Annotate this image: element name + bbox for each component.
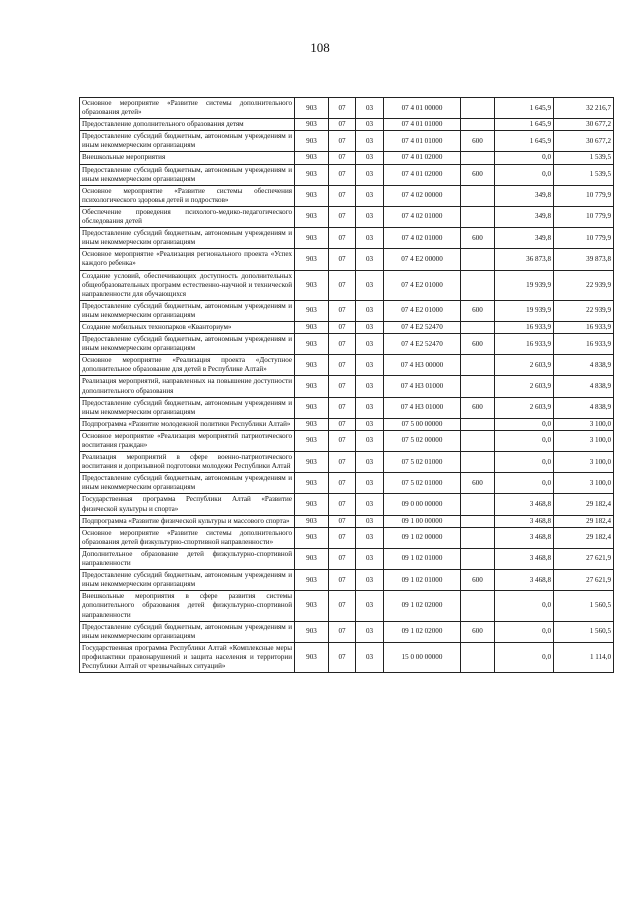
cell-section: 07 — [329, 119, 356, 131]
cell-section: 07 — [329, 397, 356, 418]
cell-amount-year1: 19 939,9 — [495, 270, 554, 300]
cell-expense-type — [461, 98, 495, 119]
cell-expense-type: 600 — [461, 164, 495, 185]
budget-table — [79, 97, 614, 673]
cell-subsection: 03 — [356, 131, 384, 152]
cell-section: 07 — [329, 621, 356, 642]
cell-section: 07 — [329, 300, 356, 321]
cell-target-article: 07 4 E2 00000 — [384, 249, 461, 270]
row-name: Реализация мероприятий, направленных на повышение доступности дополнительного образования — [80, 376, 295, 397]
cell-amount-year1: 1 645,9 — [495, 98, 554, 119]
cell-subsection: 03 — [356, 376, 384, 397]
cell-subsection: 03 — [356, 430, 384, 451]
cell-grbs: 903 — [295, 334, 329, 355]
cell-section: 07 — [329, 321, 356, 333]
table-row — [80, 355, 614, 376]
row-name: Основное мероприятие «Развитие системы обеспечения психологического здоровья детей и подростков» — [80, 185, 295, 206]
cell-grbs: 903 — [295, 376, 329, 397]
cell-target-article: 07 5 02 00000 — [384, 430, 461, 451]
table-body — [80, 98, 614, 673]
cell-section: 07 — [329, 527, 356, 548]
cell-amount-year2: 1 114,0 — [554, 642, 614, 672]
cell-amount-year2: 10 779,9 — [554, 228, 614, 249]
cell-grbs: 903 — [295, 206, 329, 227]
row-name: Предоставление субсидий бюджетным, автономным учреждениям и иным некоммерческим организациям — [80, 473, 295, 494]
table-row — [80, 397, 614, 418]
cell-grbs: 903 — [295, 515, 329, 527]
cell-expense-type — [461, 376, 495, 397]
cell-grbs: 903 — [295, 527, 329, 548]
cell-grbs: 903 — [295, 548, 329, 569]
cell-expense-type — [461, 591, 495, 621]
cell-grbs: 903 — [295, 621, 329, 642]
cell-grbs: 903 — [295, 300, 329, 321]
cell-amount-year2: 27 621,9 — [554, 570, 614, 591]
cell-subsection: 03 — [356, 418, 384, 430]
row-name: Внешкольные мероприятия — [80, 152, 295, 164]
cell-amount-year2: 1 539,5 — [554, 164, 614, 185]
cell-target-article: 07 5 02 01000 — [384, 452, 461, 473]
cell-amount-year2: 4 838,9 — [554, 355, 614, 376]
cell-subsection: 03 — [356, 206, 384, 227]
cell-expense-type — [461, 152, 495, 164]
table-row — [80, 119, 614, 131]
cell-section: 07 — [329, 206, 356, 227]
cell-amount-year2: 32 216,7 — [554, 98, 614, 119]
cell-subsection: 03 — [356, 494, 384, 515]
cell-target-article: 07 4 02 01000 — [384, 206, 461, 227]
cell-subsection: 03 — [356, 185, 384, 206]
table-row — [80, 494, 614, 515]
cell-section: 07 — [329, 249, 356, 270]
cell-amount-year1: 0,0 — [495, 430, 554, 451]
table-row — [80, 270, 614, 300]
cell-subsection: 03 — [356, 548, 384, 569]
cell-section: 07 — [329, 270, 356, 300]
table-row — [80, 185, 614, 206]
cell-amount-year1: 0,0 — [495, 164, 554, 185]
cell-amount-year1: 3 468,8 — [495, 527, 554, 548]
cell-amount-year2: 3 100,0 — [554, 473, 614, 494]
cell-amount-year1: 3 468,8 — [495, 548, 554, 569]
cell-amount-year1: 16 933,9 — [495, 334, 554, 355]
cell-grbs: 903 — [295, 494, 329, 515]
cell-amount-year2: 4 838,9 — [554, 397, 614, 418]
cell-expense-type: 600 — [461, 131, 495, 152]
table-row — [80, 591, 614, 621]
table-row — [80, 321, 614, 333]
row-name: Основное мероприятие «Развитие системы дополнительного образования детей» — [80, 98, 295, 119]
table-row — [80, 249, 614, 270]
cell-target-article: 07 4 Н3 01000 — [384, 376, 461, 397]
cell-amount-year1: 2 603,9 — [495, 355, 554, 376]
cell-subsection: 03 — [356, 527, 384, 548]
row-name: Предоставление субсидий бюджетным, автономным учреждениям и иным некоммерческим организациям — [80, 397, 295, 418]
cell-target-article: 07 4 02 01000 — [384, 228, 461, 249]
cell-grbs: 903 — [295, 452, 329, 473]
cell-grbs: 903 — [295, 164, 329, 185]
cell-amount-year1: 349,8 — [495, 185, 554, 206]
cell-amount-year1: 349,8 — [495, 206, 554, 227]
cell-expense-type — [461, 321, 495, 333]
cell-section: 07 — [329, 452, 356, 473]
cell-target-article: 07 4 01 02000 — [384, 152, 461, 164]
cell-grbs: 903 — [295, 249, 329, 270]
cell-expense-type — [461, 494, 495, 515]
cell-section: 07 — [329, 548, 356, 569]
cell-target-article: 09 0 00 00000 — [384, 494, 461, 515]
cell-amount-year2: 27 621,9 — [554, 548, 614, 569]
table-row — [80, 527, 614, 548]
cell-amount-year1: 3 468,8 — [495, 494, 554, 515]
table-row — [80, 376, 614, 397]
cell-expense-type — [461, 270, 495, 300]
cell-grbs: 903 — [295, 98, 329, 119]
cell-section: 07 — [329, 355, 356, 376]
cell-expense-type: 600 — [461, 570, 495, 591]
table-row — [80, 228, 614, 249]
cell-target-article: 07 4 01 00000 — [384, 98, 461, 119]
cell-target-article: 07 4 01 02000 — [384, 164, 461, 185]
cell-subsection: 03 — [356, 228, 384, 249]
table-row — [80, 621, 614, 642]
row-name: Предоставление субсидий бюджетным, автономным учреждениям и иным некоммерческим организациям — [80, 334, 295, 355]
cell-expense-type — [461, 119, 495, 131]
row-name: Создание мобильных технопарков «Кванториум» — [80, 321, 295, 333]
cell-expense-type: 600 — [461, 300, 495, 321]
cell-target-article: 07 5 02 01000 — [384, 473, 461, 494]
cell-amount-year1: 36 873,8 — [495, 249, 554, 270]
cell-amount-year2: 1 539,5 — [554, 152, 614, 164]
cell-section: 07 — [329, 152, 356, 164]
cell-subsection: 03 — [356, 397, 384, 418]
row-name: Предоставление субсидий бюджетным, автономным учреждениям и иным некоммерческим организациям — [80, 300, 295, 321]
cell-grbs: 903 — [295, 430, 329, 451]
row-name: Предоставление субсидий бюджетным, автономным учреждениям и иным некоммерческим организациям — [80, 621, 295, 642]
cell-amount-year2: 29 182,4 — [554, 515, 614, 527]
cell-grbs: 903 — [295, 591, 329, 621]
cell-amount-year2: 29 182,4 — [554, 494, 614, 515]
cell-amount-year1: 0,0 — [495, 152, 554, 164]
cell-amount-year2: 30 677,2 — [554, 119, 614, 131]
row-name: Предоставление субсидий бюджетным, автономным учреждениям и иным некоммерческим организациям — [80, 164, 295, 185]
cell-expense-type — [461, 642, 495, 672]
cell-grbs: 903 — [295, 473, 329, 494]
row-name: Создание условий, обеспечивающих доступность дополнительных общеобразовательных программ естественно-научной и технической направленности для обучающихся — [80, 270, 295, 300]
row-name: Основное мероприятие «Реализация проекта «Доступное дополнительное образование для детей в Республике Алтай» — [80, 355, 295, 376]
table-row — [80, 131, 614, 152]
cell-expense-type — [461, 249, 495, 270]
cell-amount-year2: 1 560,5 — [554, 591, 614, 621]
table-row — [80, 418, 614, 430]
cell-section: 07 — [329, 131, 356, 152]
cell-target-article: 09 1 02 02000 — [384, 621, 461, 642]
cell-grbs: 903 — [295, 119, 329, 131]
row-name: Предоставление субсидий бюджетным, автономным учреждениям и иным некоммерческим организациям — [80, 131, 295, 152]
cell-amount-year1: 3 468,8 — [495, 570, 554, 591]
cell-amount-year1: 0,0 — [495, 473, 554, 494]
row-name: Основное мероприятие «Реализация регионального проекта «Успех каждого ребенка» — [80, 249, 295, 270]
cell-target-article: 07 4 E2 01000 — [384, 300, 461, 321]
cell-grbs: 903 — [295, 131, 329, 152]
table-row — [80, 300, 614, 321]
cell-expense-type — [461, 515, 495, 527]
table-row — [80, 98, 614, 119]
row-name: Внешкольные мероприятия в сфере развития системы дополнительного образования детей физкультурно-спортивной направленности — [80, 591, 295, 621]
table-row — [80, 548, 614, 569]
cell-subsection: 03 — [356, 515, 384, 527]
cell-target-article: 07 4 01 01000 — [384, 131, 461, 152]
cell-amount-year1: 3 468,8 — [495, 515, 554, 527]
cell-grbs: 903 — [295, 355, 329, 376]
row-name: Реализация мероприятий в сфере военно-патриотического воспитания и допризывной подготовки молодежи Республики Алтай — [80, 452, 295, 473]
cell-expense-type — [461, 355, 495, 376]
row-name: Основное мероприятие «Развитие системы дополнительного образования детей физкультурно-спортивной направленности» — [80, 527, 295, 548]
cell-target-article: 07 4 02 00000 — [384, 185, 461, 206]
cell-amount-year2: 10 779,9 — [554, 185, 614, 206]
cell-amount-year2: 10 779,9 — [554, 206, 614, 227]
cell-section: 07 — [329, 228, 356, 249]
cell-amount-year2: 16 933,9 — [554, 321, 614, 333]
cell-amount-year1: 0,0 — [495, 621, 554, 642]
cell-target-article: 09 1 02 02000 — [384, 591, 461, 621]
cell-section: 07 — [329, 591, 356, 621]
row-name: Подпрограмма «Развитие физической культуры и массового спорта» — [80, 515, 295, 527]
cell-expense-type: 600 — [461, 621, 495, 642]
cell-expense-type — [461, 452, 495, 473]
cell-target-article: 07 4 Н3 01000 — [384, 397, 461, 418]
table-row — [80, 515, 614, 527]
cell-section: 07 — [329, 473, 356, 494]
cell-expense-type: 600 — [461, 228, 495, 249]
cell-subsection: 03 — [356, 473, 384, 494]
cell-section: 07 — [329, 98, 356, 119]
row-name: Государственная программа Республики Алтай «Комплексные меры профилактики правонарушений и защита населения и территории Республики Алтай от чрезвычайных ситуаций» — [80, 642, 295, 672]
cell-subsection: 03 — [356, 621, 384, 642]
table-row — [80, 473, 614, 494]
cell-subsection: 03 — [356, 321, 384, 333]
cell-subsection: 03 — [356, 570, 384, 591]
cell-expense-type — [461, 418, 495, 430]
cell-subsection: 03 — [356, 164, 384, 185]
cell-grbs: 903 — [295, 642, 329, 672]
cell-amount-year1: 2 603,9 — [495, 376, 554, 397]
cell-section: 07 — [329, 418, 356, 430]
page-number: 108 — [310, 40, 330, 55]
cell-subsection: 03 — [356, 642, 384, 672]
cell-expense-type — [461, 430, 495, 451]
cell-grbs: 903 — [295, 570, 329, 591]
cell-target-article: 07 4 E2 52470 — [384, 334, 461, 355]
cell-grbs: 903 — [295, 270, 329, 300]
cell-amount-year1: 0,0 — [495, 642, 554, 672]
cell-section: 07 — [329, 430, 356, 451]
cell-grbs: 903 — [295, 152, 329, 164]
cell-amount-year1: 349,8 — [495, 228, 554, 249]
cell-amount-year2: 39 873,8 — [554, 249, 614, 270]
cell-amount-year1: 0,0 — [495, 452, 554, 473]
cell-expense-type: 600 — [461, 473, 495, 494]
cell-section: 07 — [329, 164, 356, 185]
cell-subsection: 03 — [356, 270, 384, 300]
cell-amount-year1: 19 939,9 — [495, 300, 554, 321]
row-name: Предоставление субсидий бюджетным, автономным учреждениям и иным некоммерческим организациям — [80, 570, 295, 591]
cell-subsection: 03 — [356, 591, 384, 621]
row-name: Предоставление субсидий бюджетным, автономным учреждениям и иным некоммерческим организациям — [80, 228, 295, 249]
cell-section: 07 — [329, 376, 356, 397]
cell-amount-year1: 1 645,9 — [495, 119, 554, 131]
table-row — [80, 152, 614, 164]
cell-amount-year2: 3 100,0 — [554, 430, 614, 451]
cell-amount-year1: 0,0 — [495, 591, 554, 621]
cell-target-article: 15 0 00 00000 — [384, 642, 461, 672]
cell-amount-year2: 22 939,9 — [554, 270, 614, 300]
table-row — [80, 430, 614, 451]
cell-subsection: 03 — [356, 452, 384, 473]
cell-expense-type: 600 — [461, 397, 495, 418]
cell-amount-year1: 0,0 — [495, 418, 554, 430]
cell-section: 07 — [329, 185, 356, 206]
cell-amount-year2: 3 100,0 — [554, 452, 614, 473]
cell-target-article: 09 1 02 00000 — [384, 527, 461, 548]
cell-grbs: 903 — [295, 321, 329, 333]
cell-amount-year2: 4 838,9 — [554, 376, 614, 397]
cell-section: 07 — [329, 494, 356, 515]
cell-expense-type — [461, 527, 495, 548]
cell-amount-year2: 1 560,5 — [554, 621, 614, 642]
row-name: Подпрограмма «Развитие молодежной политики Республики Алтай» — [80, 418, 295, 430]
cell-target-article: 09 1 00 00000 — [384, 515, 461, 527]
table-row — [80, 334, 614, 355]
cell-amount-year2: 22 939,9 — [554, 300, 614, 321]
cell-target-article: 07 4 E2 01000 — [384, 270, 461, 300]
row-name: Государственная программа Республики Алтай «Развитие физической культуры и спорта» — [80, 494, 295, 515]
cell-subsection: 03 — [356, 98, 384, 119]
cell-subsection: 03 — [356, 249, 384, 270]
cell-subsection: 03 — [356, 152, 384, 164]
table-row — [80, 164, 614, 185]
cell-amount-year1: 16 933,9 — [495, 321, 554, 333]
table-row — [80, 570, 614, 591]
cell-section: 07 — [329, 515, 356, 527]
cell-amount-year2: 3 100,0 — [554, 418, 614, 430]
cell-section: 07 — [329, 334, 356, 355]
cell-target-article: 09 1 02 01000 — [384, 548, 461, 569]
table-row — [80, 642, 614, 672]
row-name: Предоставление дополнительного образования детям — [80, 119, 295, 131]
row-name: Основное мероприятие «Реализация мероприятий патриотического воспитания граждан» — [80, 430, 295, 451]
cell-section: 07 — [329, 570, 356, 591]
cell-grbs: 903 — [295, 228, 329, 249]
cell-target-article: 07 4 E2 52470 — [384, 321, 461, 333]
cell-target-article: 07 4 Н3 00000 — [384, 355, 461, 376]
cell-subsection: 03 — [356, 355, 384, 376]
cell-amount-year1: 2 603,9 — [495, 397, 554, 418]
row-name: Дополнительное образование детей физкультурно-спортивной направленности — [80, 548, 295, 569]
table-row — [80, 206, 614, 227]
cell-amount-year1: 1 645,9 — [495, 131, 554, 152]
cell-target-article: 07 5 00 00000 — [384, 418, 461, 430]
cell-section: 07 — [329, 642, 356, 672]
table-row — [80, 452, 614, 473]
cell-grbs: 903 — [295, 397, 329, 418]
cell-target-article: 07 4 01 01000 — [384, 119, 461, 131]
cell-subsection: 03 — [356, 334, 384, 355]
cell-expense-type — [461, 548, 495, 569]
cell-subsection: 03 — [356, 119, 384, 131]
cell-amount-year2: 16 933,9 — [554, 334, 614, 355]
cell-expense-type: 600 — [461, 334, 495, 355]
row-name: Обеспечение проведения психолого-медико-педагогического обследования детей — [80, 206, 295, 227]
cell-amount-year2: 30 677,2 — [554, 131, 614, 152]
cell-subsection: 03 — [356, 300, 384, 321]
cell-expense-type — [461, 206, 495, 227]
cell-expense-type — [461, 185, 495, 206]
cell-grbs: 903 — [295, 185, 329, 206]
cell-target-article: 09 1 02 01000 — [384, 570, 461, 591]
cell-grbs: 903 — [295, 418, 329, 430]
cell-amount-year2: 29 182,4 — [554, 527, 614, 548]
